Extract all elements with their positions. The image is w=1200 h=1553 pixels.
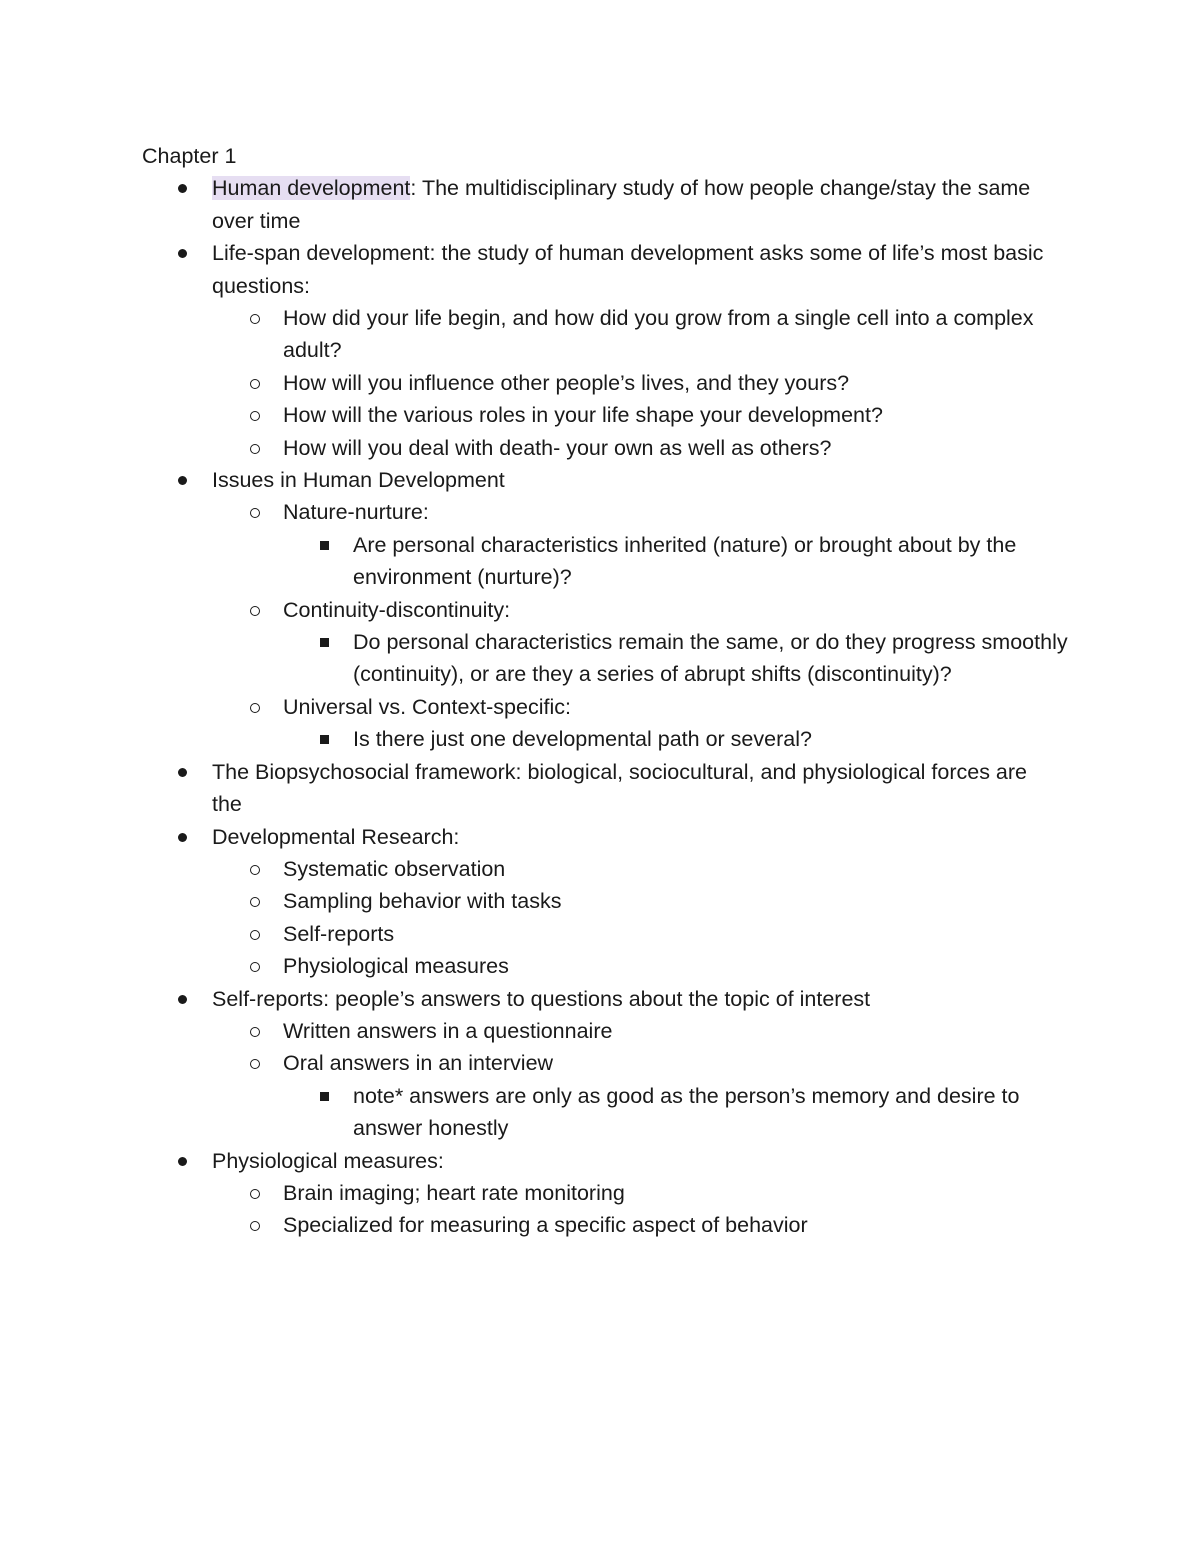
list-item-level-2 <box>0 853 1063 885</box>
item-text: The Biopsychosocial framework: biological, sociocultural, and physiological forces are the <box>212 759 1028 817</box>
list-item-level-1 <box>0 821 1062 853</box>
item-text: How will you influence other people’s lives, and they yours? <box>283 370 850 395</box>
item-text: Are personal characteristics inherited (nature) or brought about by the environment (nurture)? <box>353 532 1017 590</box>
list-item-level-2 <box>0 432 1063 464</box>
list-item-level-2 <box>0 302 1063 367</box>
list-item-level-1 <box>0 756 1062 821</box>
item-text: Continuity-discontinuity: <box>283 597 511 622</box>
item-text: Developmental Research: <box>212 824 460 849</box>
item-text: Self-reports: people’s answers to questions about the topic of interest <box>212 986 871 1011</box>
item-text: Systematic observation <box>283 856 506 881</box>
item-text: Written answers in a questionnaire <box>283 1018 613 1043</box>
list-item-level-3 <box>0 529 1068 594</box>
list-item-level-1 <box>0 172 1062 237</box>
item-text: Physiological measures <box>283 954 509 979</box>
item-text: Nature-nurture: <box>283 500 429 525</box>
item-text: Self-reports <box>283 921 395 946</box>
list-item-level-3 <box>0 1080 1068 1145</box>
list-item-level-2 <box>0 496 1063 528</box>
list-item-level-2 <box>0 367 1063 399</box>
list-item-level-2 <box>0 885 1063 917</box>
item-text: Universal vs. Context-specific: <box>283 694 571 719</box>
item-text: Physiological measures: <box>212 1148 444 1173</box>
item-text: How did your life begin, and how did you grow from a single cell into a complex adult? <box>283 306 1034 363</box>
highlighted-term: Human development <box>212 176 411 201</box>
notes-list <box>0 172 1200 1241</box>
list-item-level-2 <box>0 691 1063 723</box>
item-text: Issues in Human Development <box>212 468 505 493</box>
list-item-level-2 <box>0 594 1063 626</box>
item-text: How will you deal with death- your own as well as others? <box>283 435 832 460</box>
list-item-level-2 <box>0 1015 1063 1047</box>
item-text: How will the various roles in your life shape your development? <box>283 403 883 428</box>
list-item-level-2 <box>0 1047 1063 1079</box>
item-text: Specialized for measuring a specific aspect of behavior <box>283 1213 808 1238</box>
item-text: Life-span development: the study of human development asks some of life’s most basic questions: <box>212 241 1044 298</box>
list-item-level-2 <box>0 1177 1063 1209</box>
list-item-level-3 <box>0 723 1068 755</box>
list-item-level-2 <box>0 918 1063 950</box>
list-item-level-1 <box>0 237 1062 302</box>
item-text: Sampling behavior with tasks <box>283 889 562 914</box>
list-item-level-2 <box>0 1209 1063 1241</box>
list-item-level-2 <box>0 399 1063 431</box>
list-item-level-1 <box>0 464 1062 496</box>
list-item-level-1 <box>0 1145 1062 1177</box>
item-text: Oral answers in an interview <box>283 1051 554 1076</box>
list-item-level-3 <box>0 626 1068 691</box>
item-text: Do personal characteristics remain the same, or do they progress smoothly (continuity), or are they a series of abrupt shifts (discontinuity)? <box>353 630 1068 687</box>
item-text: note* answers are only as good as the person’s memory and desire to answer honestly <box>353 1083 1020 1141</box>
item-text: Is there just one developmental path or several? <box>353 727 812 752</box>
list-item-level-2 <box>0 950 1063 982</box>
item-text: : The multidisciplinary study of how people change/stay the same over time <box>212 176 1031 233</box>
item-text: Brain imaging; heart rate monitoring <box>283 1180 625 1205</box>
chapter-heading: Chapter 1 <box>142 144 237 168</box>
list-item-level-1 <box>0 983 1062 1015</box>
